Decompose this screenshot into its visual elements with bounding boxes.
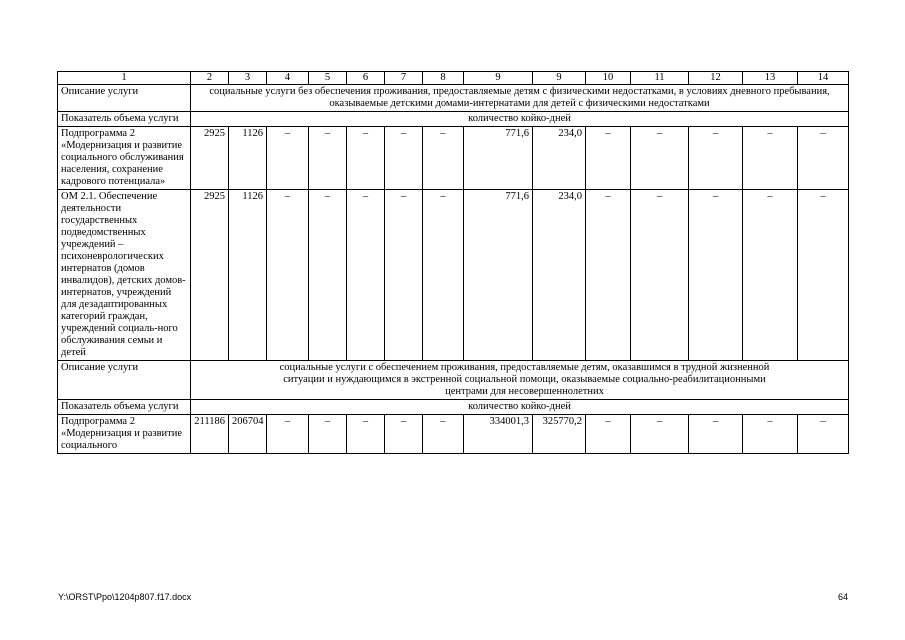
value-cell: 1126	[229, 127, 267, 190]
header-cell: 12	[689, 72, 743, 85]
page-number: 64	[837, 592, 848, 602]
header-cell: 10	[586, 72, 631, 85]
value-cell: 234,0	[533, 127, 586, 190]
value-cell: 334001,3	[464, 415, 533, 454]
row-label: Показатель объема услуги	[58, 400, 191, 415]
header-cell: 13	[743, 72, 798, 85]
header-cell: 5	[309, 72, 347, 85]
dash-cell: –	[586, 415, 631, 454]
dash-cell: –	[423, 190, 464, 361]
header-cell: 1	[58, 72, 191, 85]
header-cell: 3	[229, 72, 267, 85]
row-label: Показатель объема услуги	[58, 112, 191, 127]
table-row	[58, 127, 849, 190]
header-cell: 6	[347, 72, 385, 85]
dash-cell: –	[689, 415, 743, 454]
dash-cell: –	[385, 190, 423, 361]
dash-cell: –	[267, 127, 309, 190]
dash-cell: –	[347, 127, 385, 190]
header-cell: 11	[631, 72, 689, 85]
row-label: Подпрограмма 2 «Модернизация и развитие социального	[58, 415, 191, 454]
value-cell: 234,0	[533, 190, 586, 361]
dash-cell: –	[689, 190, 743, 361]
dash-cell: –	[267, 415, 309, 454]
volume-indicator: количество койко-дней	[191, 400, 849, 415]
row-label: Описание услуги	[58, 85, 191, 112]
dash-cell: –	[743, 415, 798, 454]
value-cell: 2925	[191, 127, 229, 190]
value-cell: 206704	[229, 415, 267, 454]
value-cell: 771,6	[464, 190, 533, 361]
dash-cell: –	[631, 415, 689, 454]
dash-cell: –	[798, 415, 849, 454]
volume-indicator: количество койко-дней	[191, 112, 849, 127]
header-cell: 7	[385, 72, 423, 85]
data-table	[57, 71, 849, 454]
table-row	[58, 190, 849, 361]
table-row	[58, 85, 849, 112]
header-cell: 4	[267, 72, 309, 85]
service-description: социальные услуги без обеспечения проживания, предоставляемые детям с физическими недостатками, в условиях дневного пребывания, оказываемые детскими домами-интернатами для детей с физическими недостатками	[191, 85, 849, 112]
value-cell: 211186	[191, 415, 229, 454]
value-cell: 771,6	[464, 127, 533, 190]
header-row	[58, 72, 849, 85]
dash-cell: –	[385, 415, 423, 454]
dash-cell: –	[309, 127, 347, 190]
value-cell: 2925	[191, 190, 229, 361]
header-cell: 8	[423, 72, 464, 85]
dash-cell: –	[798, 127, 849, 190]
dash-cell: –	[309, 415, 347, 454]
dash-cell: –	[267, 190, 309, 361]
dash-cell: –	[309, 190, 347, 361]
dash-cell: –	[631, 190, 689, 361]
dash-cell: –	[631, 127, 689, 190]
dash-cell: –	[385, 127, 423, 190]
table-row	[58, 415, 849, 454]
row-label: ОМ 2.1. Обеспечение деятельности государственных подведомственных учреждений – психоневрологических интернатов (домов инвалидов), детских домов-интернатов, учреждений для дезадаптированных категорий граждан, учреждений социаль-ного обслуживания семьи и детей	[58, 190, 191, 361]
dash-cell: –	[423, 127, 464, 190]
dash-cell: –	[347, 190, 385, 361]
dash-cell: –	[743, 127, 798, 190]
value-cell: 1126	[229, 190, 267, 361]
dash-cell: –	[689, 127, 743, 190]
dash-cell: –	[347, 415, 385, 454]
footer-file-path: Y:\ORST\Ppo\1204p807.f17.docx	[58, 592, 192, 602]
dash-cell: –	[423, 415, 464, 454]
table-row	[58, 361, 849, 400]
row-label: Описание услуги	[58, 361, 191, 400]
header-cell: 2	[191, 72, 229, 85]
table-row	[58, 400, 849, 415]
dash-cell: –	[798, 190, 849, 361]
dash-cell: –	[586, 127, 631, 190]
header-cell: 9	[533, 72, 586, 85]
table-row	[58, 112, 849, 127]
header-cell: 14	[798, 72, 849, 85]
dash-cell: –	[586, 190, 631, 361]
value-cell: 325770,2	[533, 415, 586, 454]
row-label: Подпрограмма 2 «Модернизация и развитие социального обслуживания населения, сохранение кадрового потенциала»	[58, 127, 191, 190]
dash-cell: –	[743, 190, 798, 361]
header-cell: 9	[464, 72, 533, 85]
service-description: социальные услуги с обеспечением проживания, предоставляемые детям, оказавшимся в трудной жизненной ситуации и нуждающимся в экстренной социальной помощи, оказываемые социально-реабилитационными центрами для несовершеннолетних	[191, 361, 849, 400]
